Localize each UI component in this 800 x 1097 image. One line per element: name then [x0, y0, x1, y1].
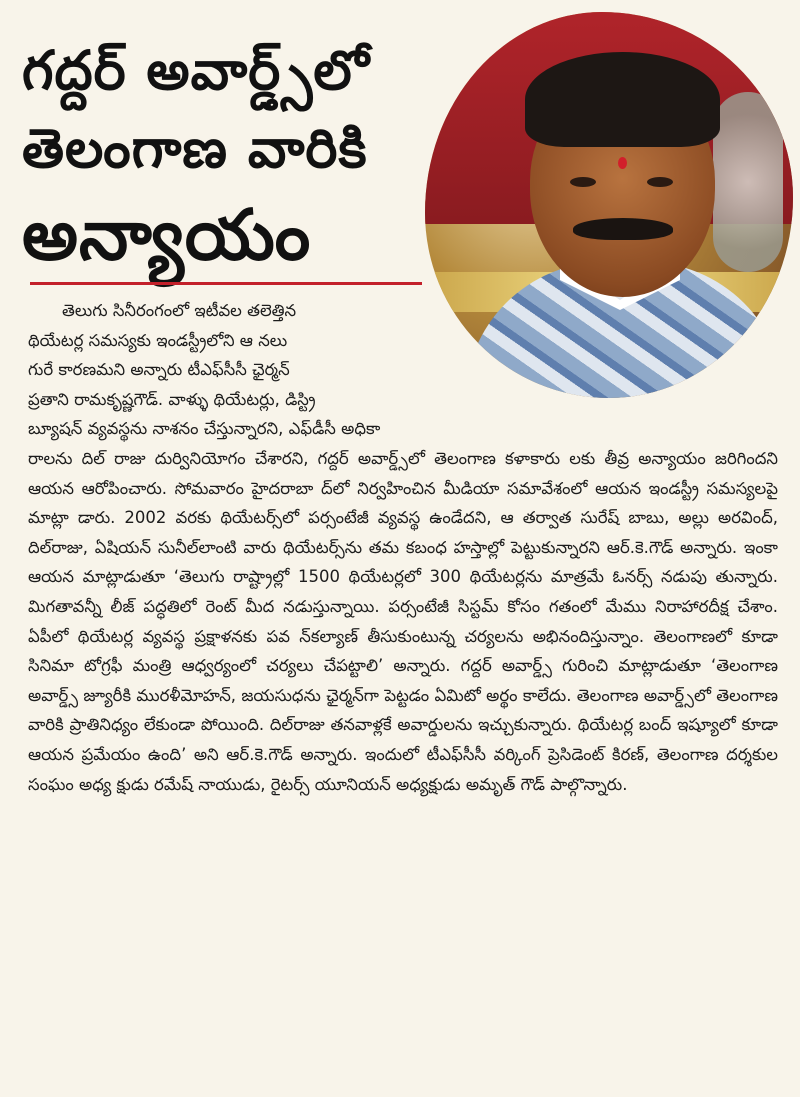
- headline-line-2: తెలంగాణ వారికి: [22, 117, 368, 180]
- headline: [22, 32, 432, 282]
- article-line: తెలుగు సినీరంగంలో ఇటీవల తలెత్తిన: [62, 301, 297, 320]
- article-line: ప్రతాని రామకృష్ణగౌడ్. వాళ్ళు థియేటర్లు, డిస్ట్రి: [28, 389, 316, 409]
- article-paragraph: రాలను దిల్ రాజు దుర్వినియోగం చేశారని, గద్దర్ అవార్డ్స్‌లో తెలంగాణ కళాకారు లకు తీవ్ర అన్యాయం జరిగిందని ఆయన ఆరోపించారు. సోమవారం హైదరాబా ద్‌లో నిర్వహించిన మీడియా సమావేశంలో ఆయన ఇండస్ట్రీ సమస్యలపై మాట్లా డారు. 2002 వరకు థియేటర్స్‌లో పర్సంటేజీ వ్యవస్థ ఉండేదని, ఆ తర్వాత సురేష్ బాబు, అల్లు అరవింద్, దిల్‌రాజు, ఏషియన్ సునీల్‌లాంటి వారు థియేటర్స్‌ను తమ కబంధ హస్తాల్లో పెట్టుకున్నారని ఆర్.కె.గౌడ్ అన్నారు. ఇంకా ఆయన మాట్లాడుతూ ‘తెలుగు రాష్ట్రాల్లో 1500 థియేటర్లలో 300 థియేటర్లను మాత్రమే ఓనర్స్ నడుపు తున్నారు. మిగతావన్నీ లీజ్ పద్ధతిలో రెంట్ మీద నడుస్తున్నాయి. పర్సంటేజీ సిస్టమ్ కోసం గతంలో మేము నిరాహారదీక్ష చేశాం. ఏపీలో థియేటర్ల వ్యవస్థ ప్రక్షాళనకు పవ న్‌కల్యాణ్ తీసుకుంటున్న చర్యలను అభినందిస్తున్నాం. తెలంగాణలో కూడా సినిమా టోగ్రఫీ మంత్రి ఆధ్వర్యంలో చర్యలు చేపట్టాలి’ అన్నారు. గద్దర్ అవార్డ్స్ గురించి మాట్లాడుతూ ‘తెలంగాణ అవార్డ్స్ జ్యూరీకి మురళీమోహన్, జయసుధను ఛైర్మన్‌గా పెట్టడం ఏమిటో అర్థం కాలేదు. తెలంగాణ అవార్డ్స్‌లో తెలంగాణ వారికి ప్రాతినిధ్యం లేకుండా పోయింది. దిల్‌రాజు తనవాళ్లకే అవార్డులను ఇచ్చుకున్నారు. థియేటర్ల బంద్ ఇష్యూలో కూడా ఆయన ప్రమేయం ఉంది’ అని ఆర్.కె.గౌడ్ అన్నారు. ఇందులో టీఎఫ్‌సీసీ వర్కింగ్ ప్రెసిడెంట్ కిరణ్, తెలంగాణ దర్శకుల సంఘం అధ్య క్షుడు రమేష్ నాయుడు, రైటర్స్ యూనియన్ అధ్యక్షుడు అమృత్ గౌడ్ పాల్గొన్నారు.: [28, 448, 778, 794]
- article-line: థియేటర్ల సమస్యకు ఇండస్ట్రీలోని ఆ నలు: [28, 330, 288, 350]
- headline-rule: [30, 282, 422, 285]
- award-plaque: [713, 92, 783, 272]
- article-line: బ్యూషన్ వ్యవస్థను నాశనం చేస్తున్నారని, ఎఫ్‌డీసీ అధికా: [28, 419, 381, 439]
- article-body: [28, 296, 778, 799]
- tilak-mark: [618, 157, 627, 169]
- article-intro: [28, 296, 423, 414]
- headline-line-1: గద్దర్ అవార్డ్స్‌లో: [22, 39, 370, 102]
- mustache: [573, 218, 673, 240]
- article-line: గురే కారణమని అన్నారు టీఎఫ్‌సీసీ ఛైర్మన్: [28, 360, 290, 380]
- headline-line-3: అన్యాయం: [22, 194, 312, 276]
